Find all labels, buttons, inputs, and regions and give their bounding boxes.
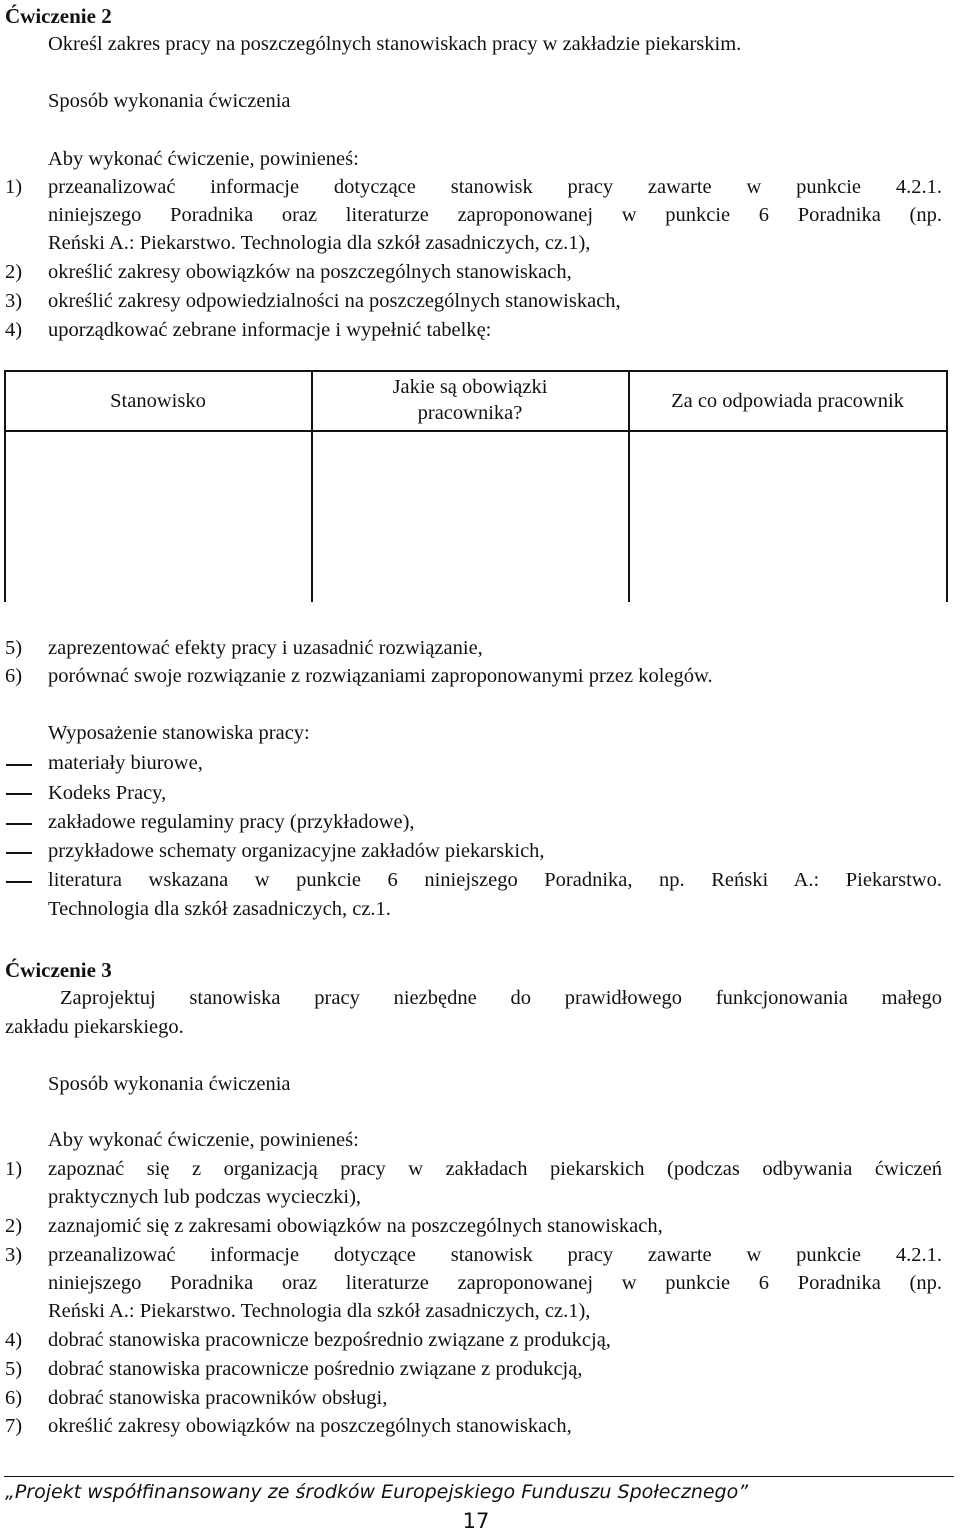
step-text-line: Reński A.: Piekarstwo. Technologia dla szkół zasadniczych, cz.1), <box>48 232 591 254</box>
step-text-line: praktycznych lub podczas wycieczki), <box>48 1186 362 1208</box>
step-number: 2) <box>5 261 23 283</box>
step-text-line: niniejszego Poradnika oraz literaturze zaproponowanej w punkcie 6 Poradnika (np. <box>48 204 942 226</box>
step-text-line: dobrać stanowiska pracownicze pośrednio związane z produkcją, <box>48 1358 583 1380</box>
page-number: 17 <box>462 1509 490 1533</box>
step-number: 3) <box>5 290 23 312</box>
step-number: 6) <box>5 1387 23 1409</box>
equipment-text-line: zakładowe regulaminy pracy (przykładowe), <box>48 811 415 833</box>
dash-bullet <box>6 852 32 854</box>
exercise-3-task-line: Zaprojektuj stanowiska pracy niezbędne do prawidłowego funkcjonowania małego <box>60 987 942 1009</box>
table-header-duties-line: Jakie są obowiązki <box>392 376 548 398</box>
dash-bullet <box>6 823 32 825</box>
step-number: 6) <box>5 665 23 687</box>
table-header-duties-line: pracownika? <box>417 402 523 424</box>
table-border-right <box>946 370 948 602</box>
table-header-responsibility: Za co odpowiada pracownik <box>671 390 904 412</box>
table-header-separator <box>4 430 948 432</box>
exercise-2-method-heading: Sposób wykonania ćwiczenia <box>48 90 291 112</box>
equipment-text-line: materiały biurowe, <box>48 752 203 774</box>
exercise-2-title: Ćwiczenie 2 <box>5 4 112 28</box>
footer-rule <box>4 1476 954 1477</box>
step-text-line: określić zakresy obowiązków na poszczególnych stanowiskach, <box>48 1415 572 1437</box>
step-text-line: dobrać stanowiska pracowników obsługi, <box>48 1387 388 1409</box>
equipment-text-line: Kodeks Pracy, <box>48 782 167 804</box>
dash-bullet <box>6 881 32 883</box>
step-text-line: Reński A.: Piekarstwo. Technologia dla szkół zasadniczych, cz.1), <box>48 1300 591 1322</box>
step-number: 7) <box>5 1415 23 1437</box>
step-number: 5) <box>5 1358 23 1380</box>
step-number: 1) <box>5 176 23 198</box>
step-number: 1) <box>5 1158 23 1180</box>
exercise-3-title: Ćwiczenie 3 <box>5 958 112 982</box>
step-text-line: określić zakresy odpowiedzialności na poszczególnych stanowiskach, <box>48 290 621 312</box>
exercise-2-task: Określ zakres pracy na poszczególnych stanowiskach pracy w zakładzie piekarskim. <box>48 33 742 55</box>
step-text-line: zaznajomić się z zakresami obowiązków na poszczególnych stanowiskach, <box>48 1215 663 1237</box>
step-text-line: uporządkować zebrane informacje i wypełnić tabelkę: <box>48 319 492 341</box>
step-text-line: niniejszego Poradnika oraz literaturze zaproponowanej w punkcie 6 Poradnika (np. <box>48 1272 942 1294</box>
step-number: 4) <box>5 319 23 341</box>
table-header-duties <box>312 374 628 426</box>
step-number: 5) <box>5 637 23 659</box>
step-text-line: zaprezentować efekty pracy i uzasadnić rozwiązanie, <box>48 637 483 659</box>
step-number: 2) <box>5 1215 23 1237</box>
equipment-heading: Wyposażenie stanowiska pracy: <box>48 722 310 744</box>
table-header-position: Stanowisko <box>110 390 206 412</box>
step-text-line: przeanalizować informacje dotyczące stanowisk pracy zawarte w punkcie 4.2.1. <box>48 176 942 198</box>
footer-text: „Projekt współfinansowany ze środków Europejskiego Funduszu Społecznego” <box>5 1481 749 1503</box>
dash-bullet <box>6 793 32 795</box>
exercise-3-method-heading: Sposób wykonania ćwiczenia <box>48 1073 291 1095</box>
equipment-text-line: literatura wskazana w punkcie 6 niniejszego Poradnika, np. Reński A.: Piekarstwo. <box>48 869 942 891</box>
exercise-2-intro: Aby wykonać ćwiczenie, powinieneś: <box>48 148 359 170</box>
step-text-line: przeanalizować informacje dotyczące stanowisk pracy zawarte w punkcie 4.2.1. <box>48 1244 942 1266</box>
exercise-3-intro: Aby wykonać ćwiczenie, powinieneś: <box>48 1129 359 1151</box>
step-text-line: zapoznać się z organizacją pracy w zakładach piekarskich (podczas odbywania ćwiczeń <box>48 1158 942 1180</box>
equipment-text-line: Technologia dla szkół zasadniczych, cz.1. <box>48 898 391 920</box>
dash-bullet <box>6 764 32 766</box>
step-number: 4) <box>5 1329 23 1351</box>
equipment-text-line: przykładowe schematy organizacyjne zakładów piekarskich, <box>48 840 545 862</box>
table-border-top <box>4 370 948 372</box>
step-number: 3) <box>5 1244 23 1266</box>
step-text-line: określić zakresy obowiązków na poszczególnych stanowiskach, <box>48 261 572 283</box>
exercise-3-task-line: zakładu piekarskiego. <box>5 1016 184 1038</box>
step-text-line: dobrać stanowiska pracownicze bezpośrednio związane z produkcją, <box>48 1329 611 1351</box>
step-text-line: porównać swoje rozwiązanie z rozwiązaniami zaproponowanymi przez kolegów. <box>48 665 713 687</box>
